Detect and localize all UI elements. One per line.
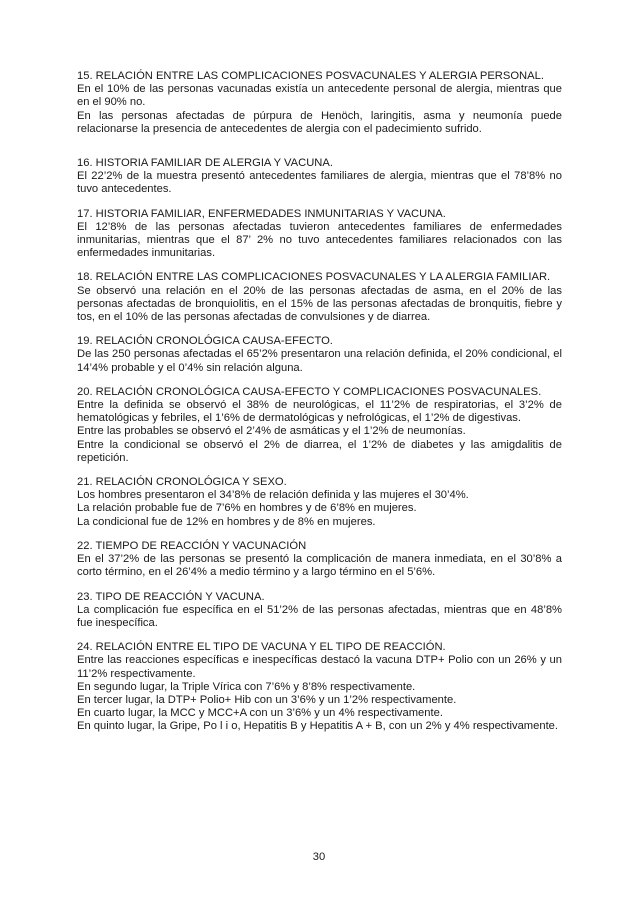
section xyxy=(77,641,562,733)
section xyxy=(77,476,562,529)
paragraph: En quinto lugar, la Gripe, Po l i o, Hepatitis B y Hepatitis A + B, con un 2% y 4% respectivamente. xyxy=(77,720,559,733)
section-heading: 20. RELACIÓN CRONOLÓGICA CAUSA-EFECTO Y COMPLICACIONES POSVACUNALES. xyxy=(77,385,542,398)
paragraph: Los hombres presentaron el 34’8% de relación definida y las mujeres el 30’4%. xyxy=(77,489,469,502)
section-heading: 16. HISTORIA FAMILIAR DE ALERGIA Y VACUNA. xyxy=(77,157,333,170)
section-heading: 19. RELACIÓN CRONOLÓGICA CAUSA-EFECTO. xyxy=(77,335,333,348)
section-heading: 23. TIPO DE REACCIÓN Y VACUNA. xyxy=(77,590,265,603)
paragraph: En segundo lugar, la Triple Vírica con 7’6% y 8’8% respectivamente. xyxy=(77,680,416,693)
paragraph: La condicional fue de 12% en hombres y de 8% en mujeres. xyxy=(77,515,376,528)
section-heading: 15. RELACIÓN ENTRE LAS COMPLICACIONES POSVACUNALES Y ALERGIA PERSONAL. xyxy=(77,70,544,82)
paragraph: De las 250 personas afectadas el 65’2% presentaron una relación definida, el 20% condicional, el 14’4% probable y el 0’4% sin relación alguna. xyxy=(77,348,562,374)
paragraph: En el 10% de las personas vacunadas existía un antecedente personal de alergia, mientras que en el 90% no. xyxy=(77,83,562,109)
section-heading: 22. TIEMPO DE REACCIÓN Y VACUNACIÓN xyxy=(77,539,307,552)
section-heading: 24. RELACIÓN ENTRE EL TIPO DE VACUNA Y EL TIPO DE REACCIÓN. xyxy=(77,641,446,654)
page-number: 30 xyxy=(312,851,326,863)
paragraph: En las personas afectadas de púrpura de Henöch, laringitis, asma y neumonía puede relacionarse la presencia de antecedentes de alergia con el padecimiento sufrido. xyxy=(77,109,562,135)
paragraph: En tercer lugar, la DTP+ Polio+ Hib con un 3’6% y un 1’2% respectivamente. xyxy=(77,693,457,706)
paragraph: Entre la condicional se observó el 2% de diarrea, el 1’2% de diabetes y las amigdalitis de repetición. xyxy=(77,438,562,464)
paragraph: Entre las reacciones específicas e inespecíficas destacó la vacuna DTP+ Polio con un 26% y un 11’2% respectivamente. xyxy=(77,654,562,680)
section xyxy=(77,591,562,631)
paragraph: Entre las probables se observó el 2’4% de asmáticas y el 1’2% de neumonías. xyxy=(77,425,466,438)
section-heading: 18. RELACIÓN ENTRE LAS COMPLICACIONES POSVACUNALES Y LA ALERGIA FAMILIAR. xyxy=(77,271,551,284)
section xyxy=(77,271,562,324)
section-heading: 21. RELACIÓN CRONOLÓGICA Y SEXO. xyxy=(77,476,287,489)
paragraph: El 22’2% de la muestra presentó antecedentes familiares de alergia, mientras que el 78’8% no tuvo antecedentes. xyxy=(77,170,562,196)
section xyxy=(77,208,562,261)
paragraph: En cuarto lugar, la MCC y MCC+A con un 3’6% y un 4% respectivamente. xyxy=(77,707,443,720)
section xyxy=(77,386,562,465)
paragraph: La complicación fue específica en el 51’2% de las personas afectadas, mientras que en 48’8% fue inespecífica. xyxy=(77,603,562,629)
section-heading: 17. HISTORIA FAMILIAR, ENFERMEDADES INMUNITARIAS Y VACUNA. xyxy=(77,207,446,220)
paragraph: La relación probable fue de 7’6% en hombres y de 6’8% en mujeres. xyxy=(77,502,417,515)
section xyxy=(77,157,562,197)
paragraph: En el 37’2% de las personas se presentó la complicación de manera inmediata, en el 30’8% a corto término, en el 26’4% a medio término y a largo término en el 5’6%. xyxy=(77,553,562,579)
paragraph: El 12’8% de las personas afectadas tuvieron antecedentes familiares de enfermedades inmunitarias, mientras que el 87’ 2% no tuvo antecedentes familiares relacionados con las enfermedades inmunitarias. xyxy=(77,220,562,260)
section xyxy=(77,335,562,375)
paragraph: Entre la definida se observó el 38% de neurológicas, el 11’2% de respiratorias, el 3’2% de hematológicas y febriles, el 1’6% de dermatológicas y nefrológicas, el 1’2% de digestivas. xyxy=(77,399,562,425)
document-body xyxy=(77,70,562,745)
paragraph: Se observó una relación en el 20% de las personas afectadas de asma, en el 20% de las personas afectadas de bronquiolitis, en el 15% de las personas afectadas de bronquitis, fiebre y tos, en el 10% de las personas afectadas de convulsiones y de diarrea. xyxy=(77,284,562,324)
section xyxy=(77,540,562,580)
section xyxy=(77,70,562,136)
